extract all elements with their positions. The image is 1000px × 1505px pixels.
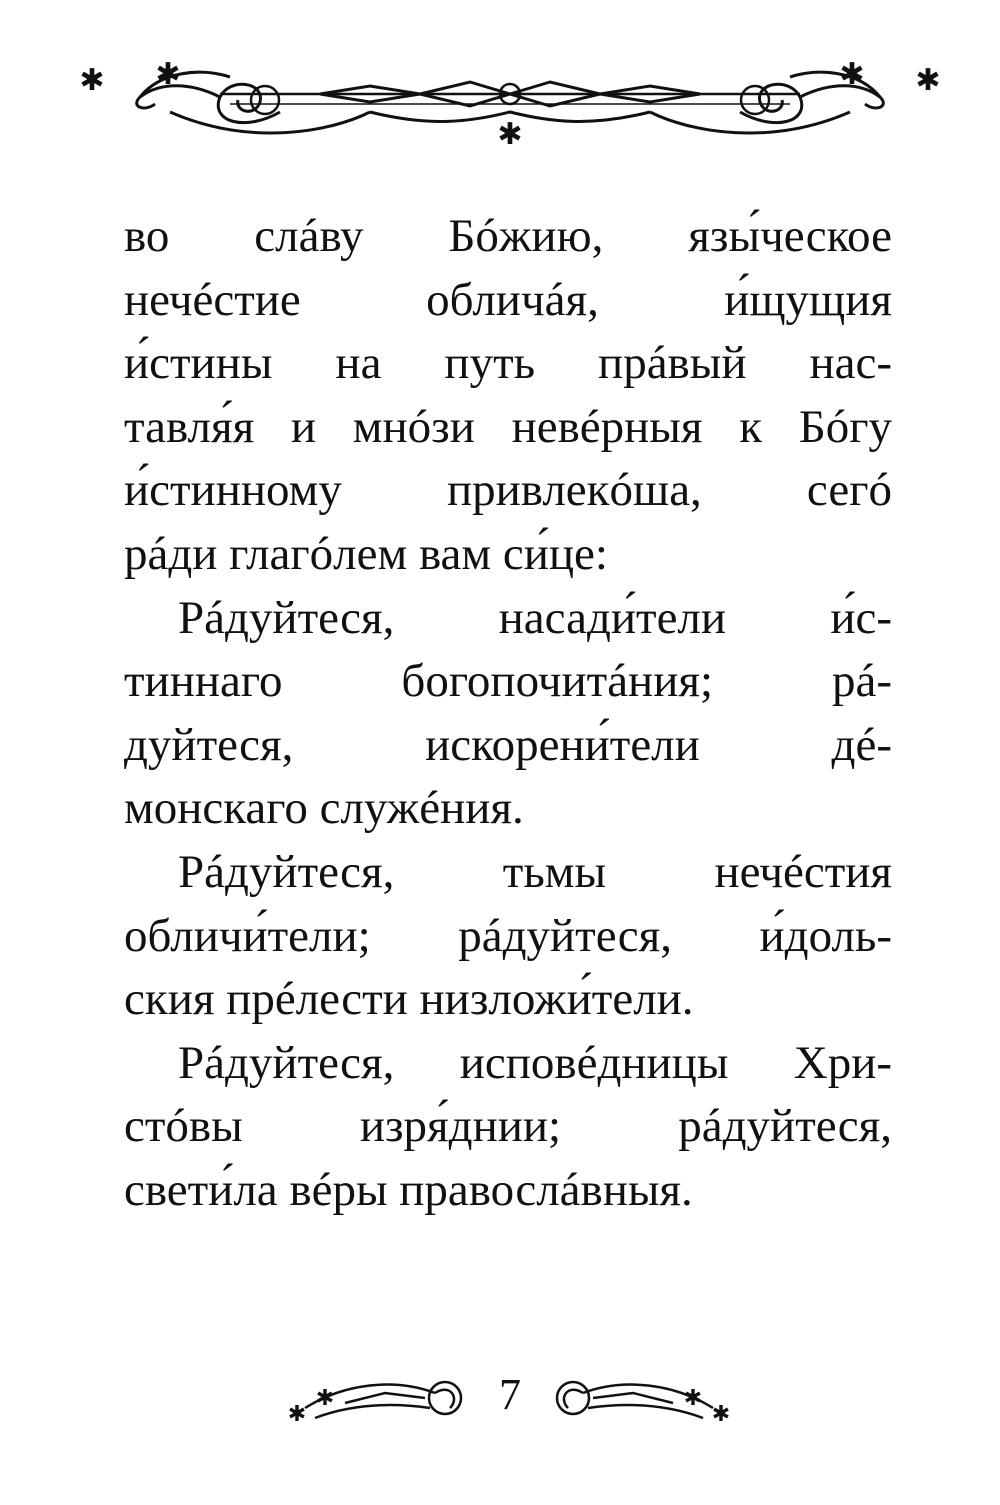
text-line: и́стины на путь прáвый нас- xyxy=(124,337,892,390)
text-line: стóвы изря́днии; рáдуйтеся, xyxy=(124,1100,892,1153)
footer-ornament-right xyxy=(548,1363,733,1433)
svg-text:✱: ✱ xyxy=(711,1402,731,1427)
svg-text:✱: ✱ xyxy=(287,1402,307,1427)
svg-text:✱: ✱ xyxy=(79,63,105,98)
footer-ornament-left xyxy=(285,1363,470,1433)
text-line: ския прéлести низложи́тели. xyxy=(124,973,694,1026)
text-line: Рáдуйтеся, насади́тели и́с- xyxy=(178,591,892,644)
svg-text:✱: ✱ xyxy=(683,1386,703,1411)
text-line: обличи́тели; рáдуйтеся, и́доль- xyxy=(124,909,892,962)
text-line: тиннаго богопочитáния; рá- xyxy=(124,655,892,708)
svg-text:✱: ✱ xyxy=(155,57,181,92)
text-line: рáди глагóлем вам си́це: xyxy=(124,527,608,580)
page-footer xyxy=(0,1355,1000,1435)
text-line: тавля́я и мнóзи невéрныя к Бóгу xyxy=(124,400,892,453)
svg-text:✱: ✱ xyxy=(915,63,941,98)
text-line: во слáву Бóжию, язы́ческое xyxy=(124,210,892,262)
page-number: 7 xyxy=(499,1370,521,1419)
text-line: свети́ла вéры правослáвныя. xyxy=(124,1163,693,1216)
text-line: дуйтеся, искорени́тели дé- xyxy=(124,718,892,771)
text-line: нечéстие обличáя, и́щущия xyxy=(124,273,892,326)
svg-text:✱: ✱ xyxy=(839,57,865,92)
header-ornament xyxy=(70,52,950,152)
text-line: Рáдуйтеся, исповéдницы Хри- xyxy=(178,1036,892,1089)
text-line: Рáдуйтеся, тьмы нечéстия xyxy=(178,845,892,898)
text-line: и́стинному привлекóша, сегó xyxy=(124,464,892,517)
svg-text:✱: ✱ xyxy=(497,117,523,152)
text-line: монскаго служéния. xyxy=(124,782,524,835)
body-text xyxy=(124,205,892,1223)
svg-text:✱: ✱ xyxy=(315,1386,335,1411)
